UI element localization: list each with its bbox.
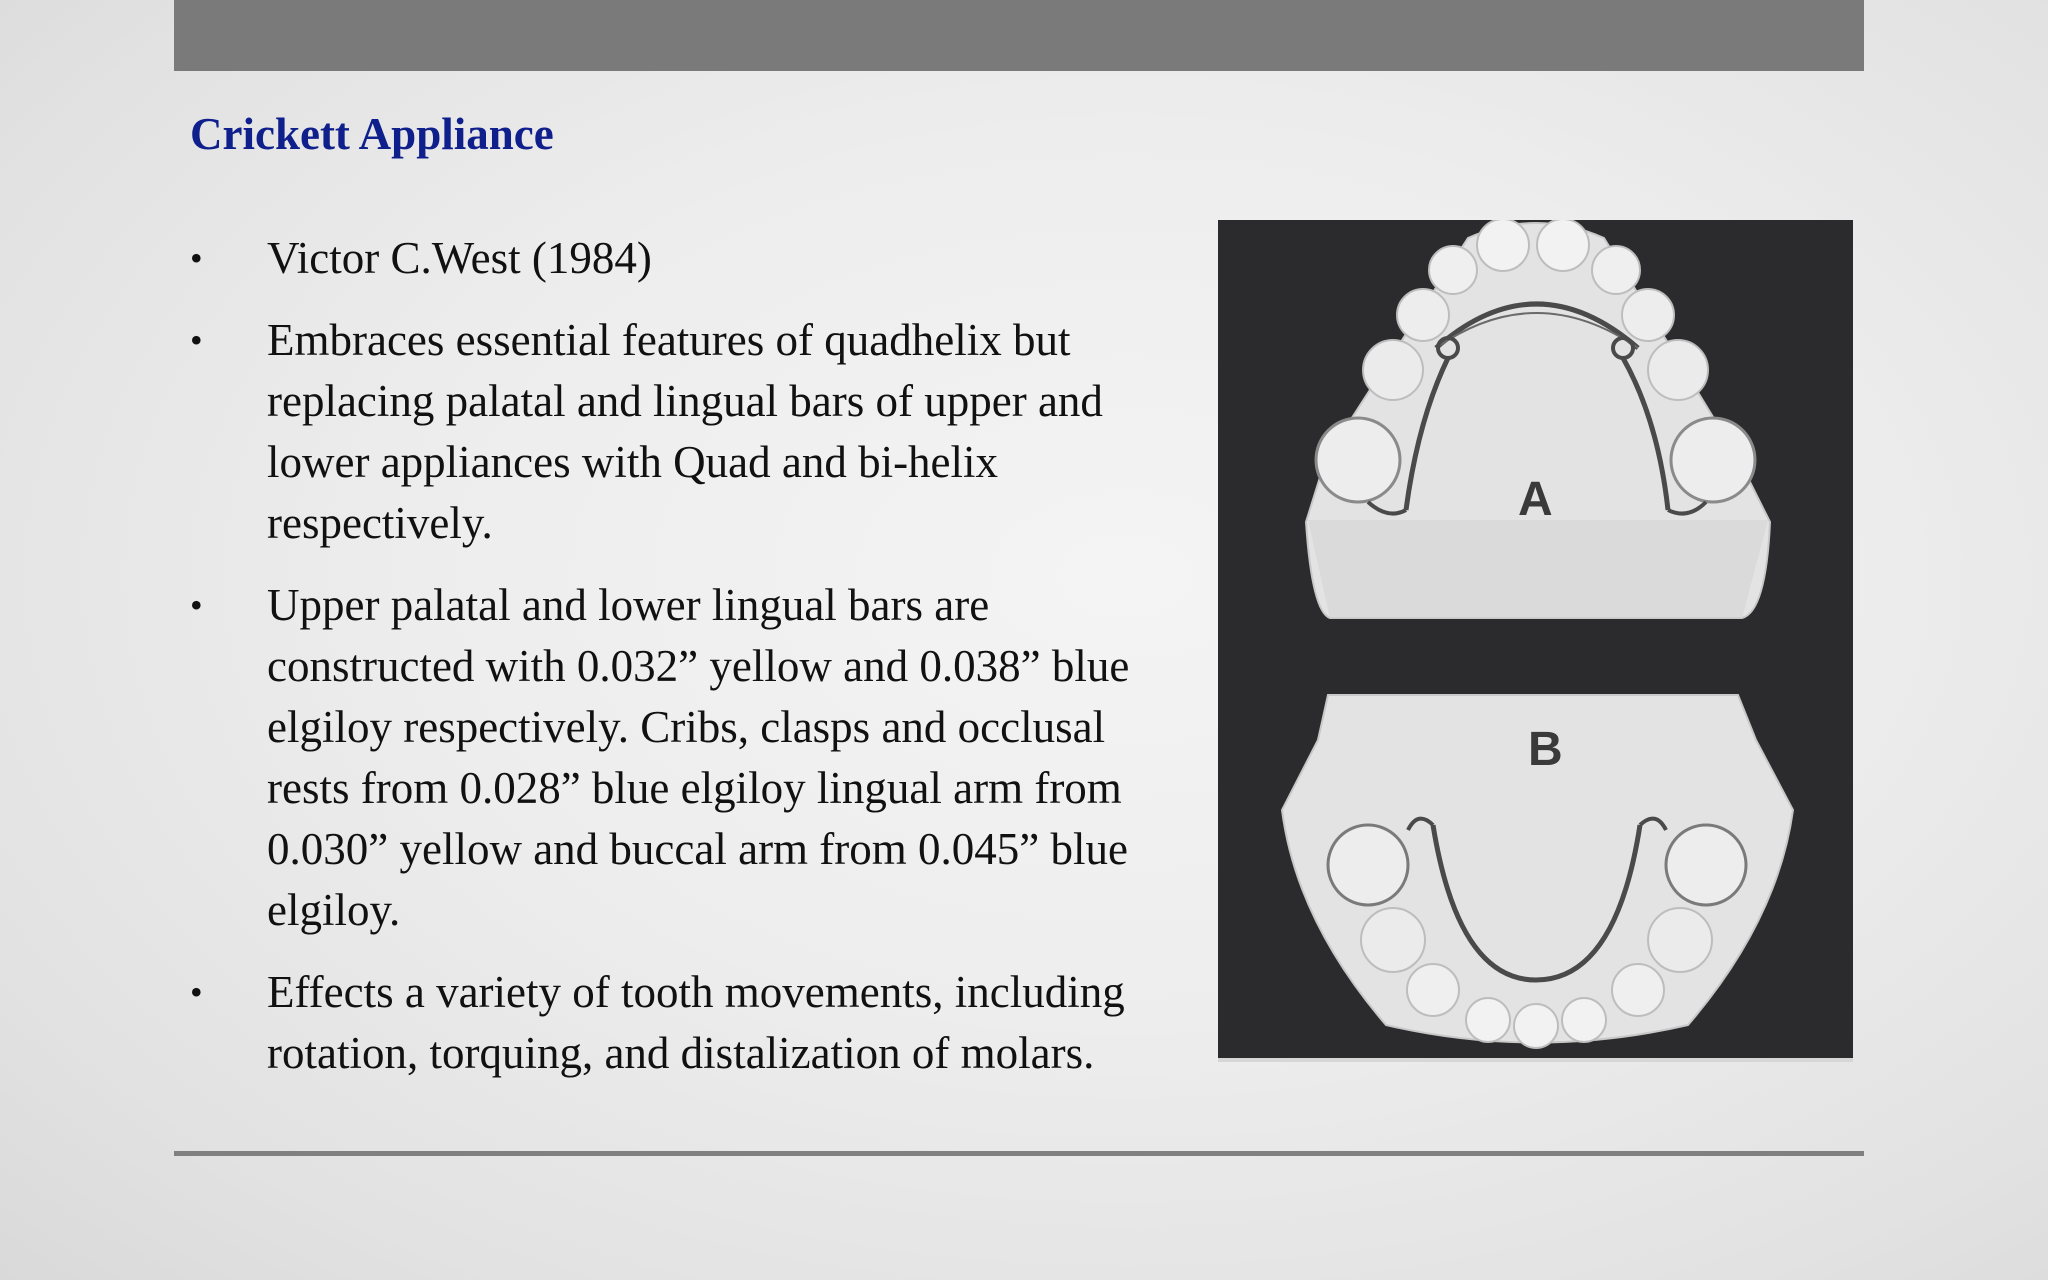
header-bar xyxy=(174,0,1864,71)
dental-casts-illustration xyxy=(1218,220,1853,1058)
bullet-item xyxy=(190,228,1170,289)
bullet-item xyxy=(190,962,1170,1084)
bullet-text: Effects a variety of tooth movements, including rotation, torquing, and distalization of molars. xyxy=(267,967,1125,1078)
appliance-photo xyxy=(1218,220,1853,1062)
bullet-item xyxy=(190,575,1170,941)
upper-cast xyxy=(1306,220,1770,618)
bullet-marker: • xyxy=(190,972,203,1012)
lower-cast xyxy=(1282,695,1793,1048)
slide-title: Crickett Appliance xyxy=(190,109,554,159)
bullet-list xyxy=(190,228,1170,1105)
footer-rule xyxy=(174,1151,1864,1156)
bullet-text: Upper palatal and lower lingual bars are constructed with 0.032” yellow and 0.038” blue elgiloy respectively. Cribs, clasps and occlusal rests from 0.028” blue elgiloy lingual arm from 0.030” yellow and buccal arm from 0.045” blue elgiloy. xyxy=(267,580,1130,935)
bullet-text: Victor C.West (1984) xyxy=(267,233,652,283)
bullet-marker: • xyxy=(190,320,203,360)
bullet-marker: • xyxy=(190,238,203,278)
figure-label-b: B xyxy=(1528,723,1563,776)
bullet-text: Embraces essential features of quadhelix but replacing palatal and lingual bars of upper and lower appliances with Quad and bi-helix respectively. xyxy=(267,315,1103,548)
bullet-item xyxy=(190,310,1170,554)
figure-label-a: A xyxy=(1518,473,1553,526)
bullet-marker: • xyxy=(190,585,203,625)
